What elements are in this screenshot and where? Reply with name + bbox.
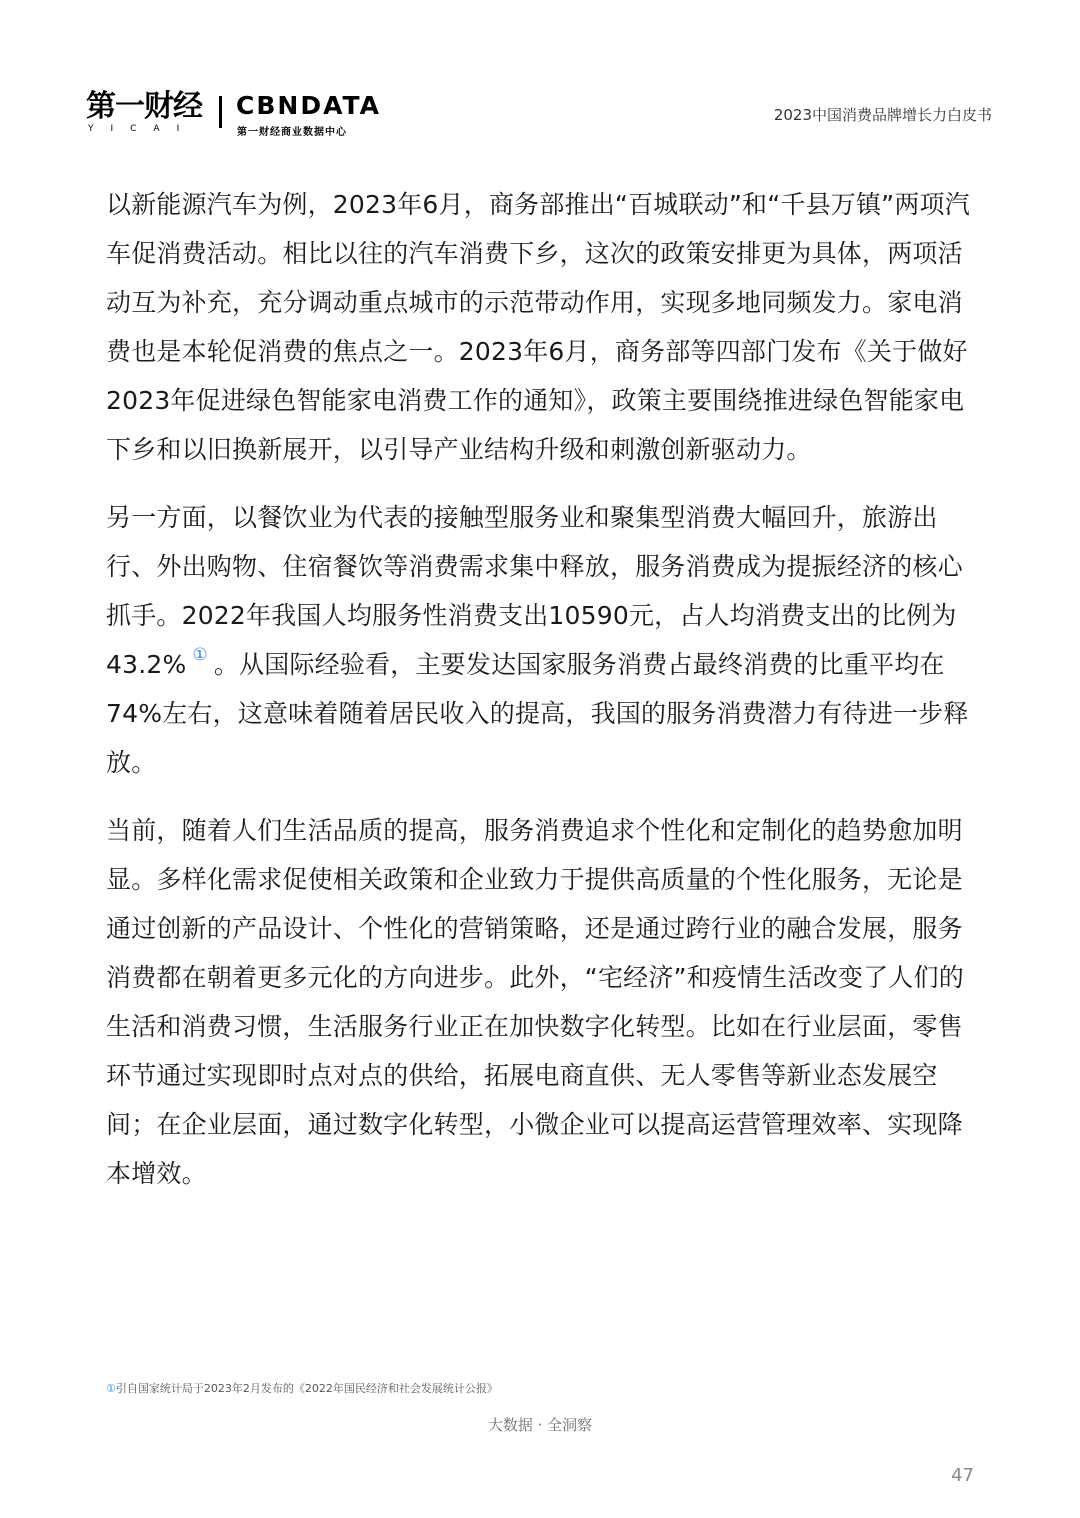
footer-tagline: 大数据 · 全洞察 bbox=[487, 1416, 593, 1434]
footnote-reference-link[interactable]: ① bbox=[192, 645, 208, 665]
paragraph-personalization: 当前，随着人们生活品质的提高，服务消费追求个性化和定制化的趋势愈加明显。多样化需求促使相关政策和企业致力于提供高质量的个性化服务，无论是通过创新的产品设计、个性化的营销策略，还是通过跨行业的融合发展，服务消费都在朝着更多元化的方向进步。此外，“宅经济”和疫情生活改变了人们的生活和消费习惯，生活服务行业正在加快数字化转型。比如在行业层面，零售环节通过实现即时点对点的供给，拓展电商直供、无人零售等新业态发展空间；在企业层面，通过数字化转型，小微企业可以提高运营管理效率、实现降本增效。 bbox=[106, 816, 964, 1188]
cbndata-logo: CBNDATA bbox=[236, 91, 381, 120]
cbndata-logo-subtitle: 第一财经商业数据中心 bbox=[237, 127, 347, 138]
page-header bbox=[0, 0, 1080, 150]
footnote bbox=[106, 1380, 498, 1396]
yicai-logo-subtitle: YICAI bbox=[88, 124, 197, 134]
page-number: 47 bbox=[951, 1465, 974, 1486]
paragraph-ev-appliances: 以新能源汽车为例，2023年6月，商务部推出“百城联动”和“千县万镇”两项汽车促消费活动。相比以往的汽车消费下乡，这次的政策安排更为具体，两项活动互为补充，充分调动重点城市的示范带动作用，实现多地同频发力。家电消费也是本轮促消费的焦点之一。2023年6月，商务部等四部门发布《关于做好2023年促进绿色智能家电消费工作的通知》，政策主要围绕推进绿色智能家电下乡和以旧换新展开，以引导产业结构升级和刺激创新驱动力。 bbox=[106, 190, 970, 464]
paragraph-service-part2: 。从国际经验看，主要发达国家服务消费占最终消费的比重平均在74%左右，这意味着随着居民收入的提高，我国的服务消费潜力有待进一步释放。 bbox=[106, 650, 969, 777]
paragraph-service-consumption bbox=[106, 493, 986, 787]
logo-divider bbox=[219, 96, 222, 128]
body-text bbox=[106, 180, 986, 1217]
footnote-mark: ① bbox=[106, 1382, 116, 1395]
document-title: 2023中国消费品牌增长力白皮书 bbox=[773, 106, 992, 124]
footnote-text: 引自国家统计局于2023年2月发布的《2022年国民经济和社会发展统计公报》 bbox=[115, 1382, 498, 1395]
paragraph-service-part1: 另一方面，以餐饮业为代表的接触型服务业和聚集型消费大幅回升，旅游出行、外出购物、住宿餐饮等消费需求集中释放，服务消费成为提振经济的核心抓手。2022年我国人均服务性消费支出10590元，占人均消费支出的比例为43.2% bbox=[106, 503, 963, 679]
yicai-logo: 第一财经 bbox=[86, 89, 202, 124]
